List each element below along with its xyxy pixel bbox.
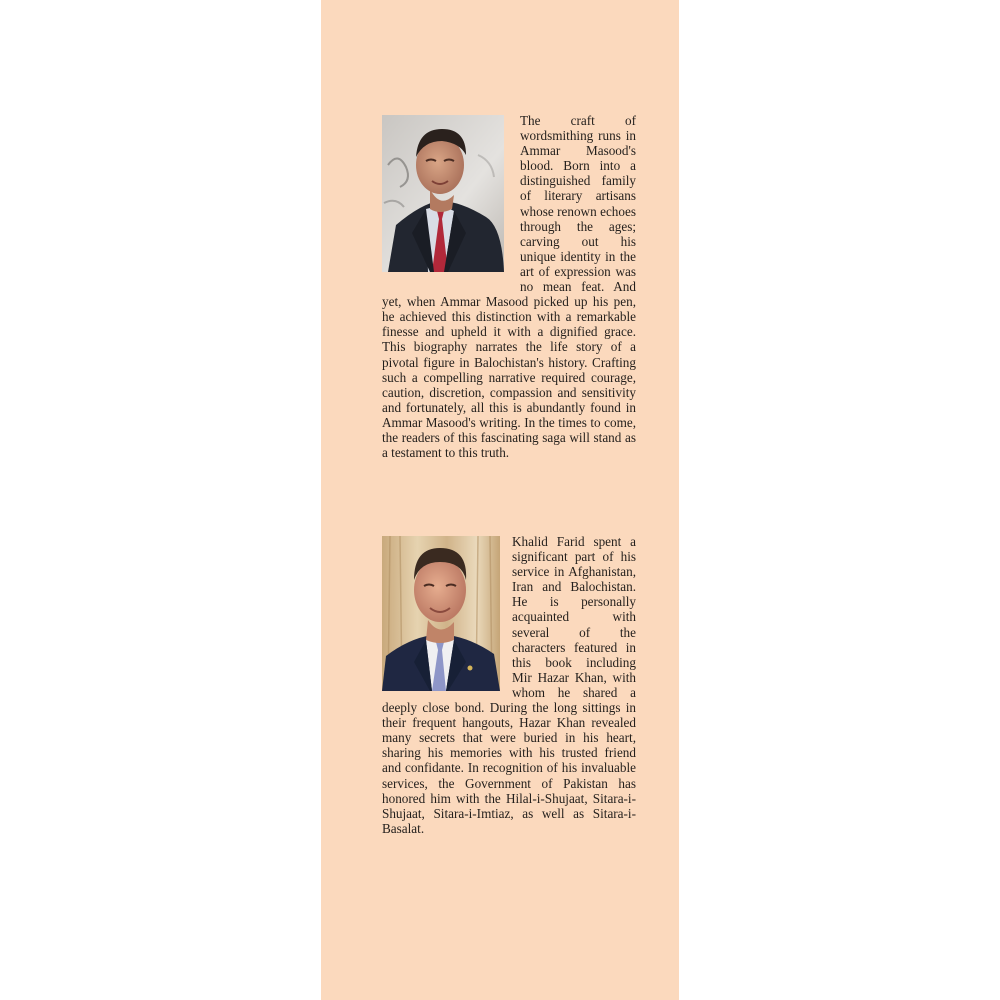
khalid-farid-photo (382, 536, 500, 691)
back-flap-panel (321, 0, 679, 1000)
ammar-masood-photo (382, 115, 504, 272)
bio-text: The craft of wordsmithing runs in Ammar Masood's blood. Born into a distinguished family of literary artisans whose renown echoes through the ages; carving out his unique identity in the art of expression was no mean feat. And yet, when Ammar Masood picked up his pen, he achieved this distinction with a remarkable finesse and upheld it with a dignified grace. This biography narrates the life story of a pivotal figure in Balochistan's history. Crafting such a compelling narrative required courage, caution, discretion, compassion and sensitivity and fortunately, all this is abundantly found in Ammar Masood's writing. In the times to come, the readers of this fascinating saga will stand as a testament to this truth. (382, 113, 636, 461)
bio-ammar-masood (382, 113, 636, 460)
bio-text: Khalid Farid spent a significant part of his service in Afghanistan, Iran and Balochistan. He is personally acquainted with several of the characters featured in this book including Mir Hazar Khan, with whom he shared a deeply close bond. During the long sittings in their frequent hangouts, Hazar Khan revealed many secrets that were buried in his heart, sharing his memories with his trusted friend and confidante. In recognition of his invaluable services, the Government of Pakistan has honored him with the Hilal-i-Shujaat, Sitara-i-Shujaat, Sitara-i-Imtiaz, as well as Sitara-i-Basalat. (382, 534, 636, 836)
bio-khalid-farid (382, 534, 636, 836)
